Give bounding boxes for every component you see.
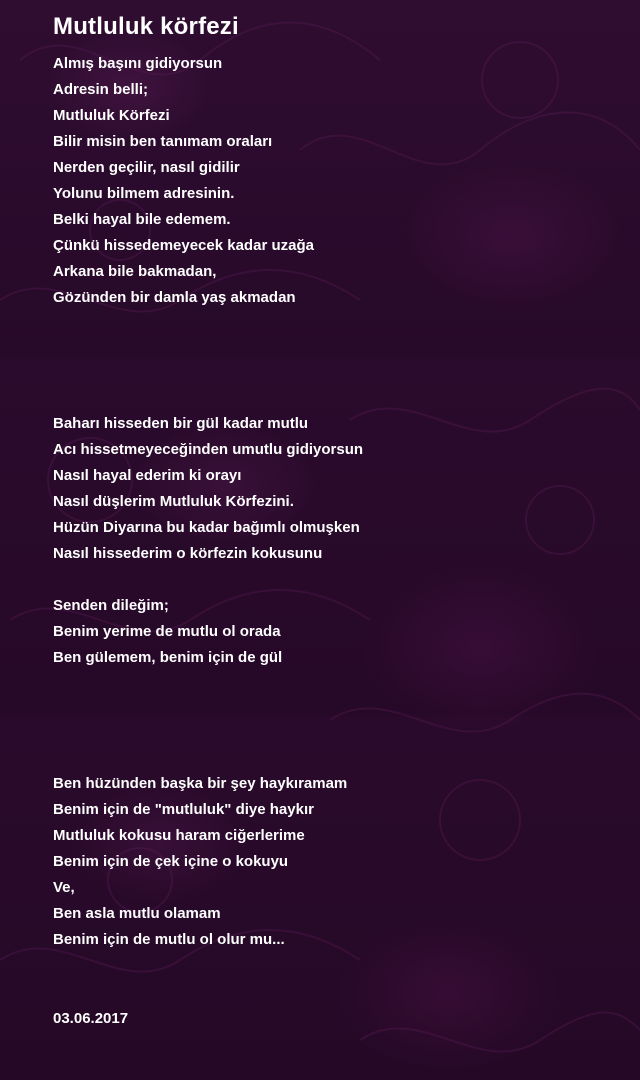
poem-line: Benim için de "mutluluk" diye haykır [53, 801, 314, 818]
poem-line: Ben asla mutlu olamam [53, 905, 221, 922]
poem-line: Gözünden bir damla yaş akmadan [53, 289, 296, 306]
poem-line: Arkana bile bakmadan, [53, 263, 217, 280]
poem-line: Nasıl hayal ederim ki orayı [53, 467, 242, 484]
poem-date: 03.06.2017 [53, 1010, 129, 1027]
poem-line: Nerden geçilir, nasıl gidilir [53, 159, 240, 176]
poem-line: Benim yerime de mutlu ol orada [53, 623, 281, 640]
poem-line: Nasıl düşlerim Mutluluk Körfezini. [53, 493, 294, 510]
poem-line: Belki hayal bile edemem. [53, 211, 231, 228]
poem-line: Nasıl hissederim o körfezin kokusunu [53, 545, 323, 562]
poem-line: Hüzün Diyarına bu kadar bağımlı olmuşken [53, 519, 360, 536]
poem-line: Ve, [53, 879, 75, 896]
poem-line: Ben hüzünden başka bir şey haykıramam [53, 775, 348, 792]
poem-line: Mutluluk kokusu haram ciğerlerime [53, 827, 305, 844]
poem-line: Senden dileğim; [53, 597, 169, 614]
poem-title: Mutluluk körfezi [53, 13, 239, 40]
poem-line: Benim için de mutlu ol olur mu... [53, 931, 285, 948]
poem-line: Yolunu bilmem adresinin. [53, 185, 235, 202]
poem-line: Çünkü hissedemeyecek kadar uzağa [53, 237, 314, 254]
poem-line: Almış başını gidiyorsun [53, 55, 223, 72]
poem-line: Mutluluk Körfezi [53, 107, 170, 124]
poem-line: Ben gülemem, benim için de gül [53, 649, 283, 666]
poem-line: Benim için de çek içine o kokuyu [53, 853, 289, 870]
poem-line: Baharı hisseden bir gül kadar mutlu [53, 415, 309, 432]
poem-line: Bilir misin ben tanımam oraları [53, 133, 273, 150]
poem-line: Adresin belli; [53, 81, 149, 98]
poem-line: Acı hissetmeyeceğinden umutlu gidiyorsun [53, 441, 364, 458]
